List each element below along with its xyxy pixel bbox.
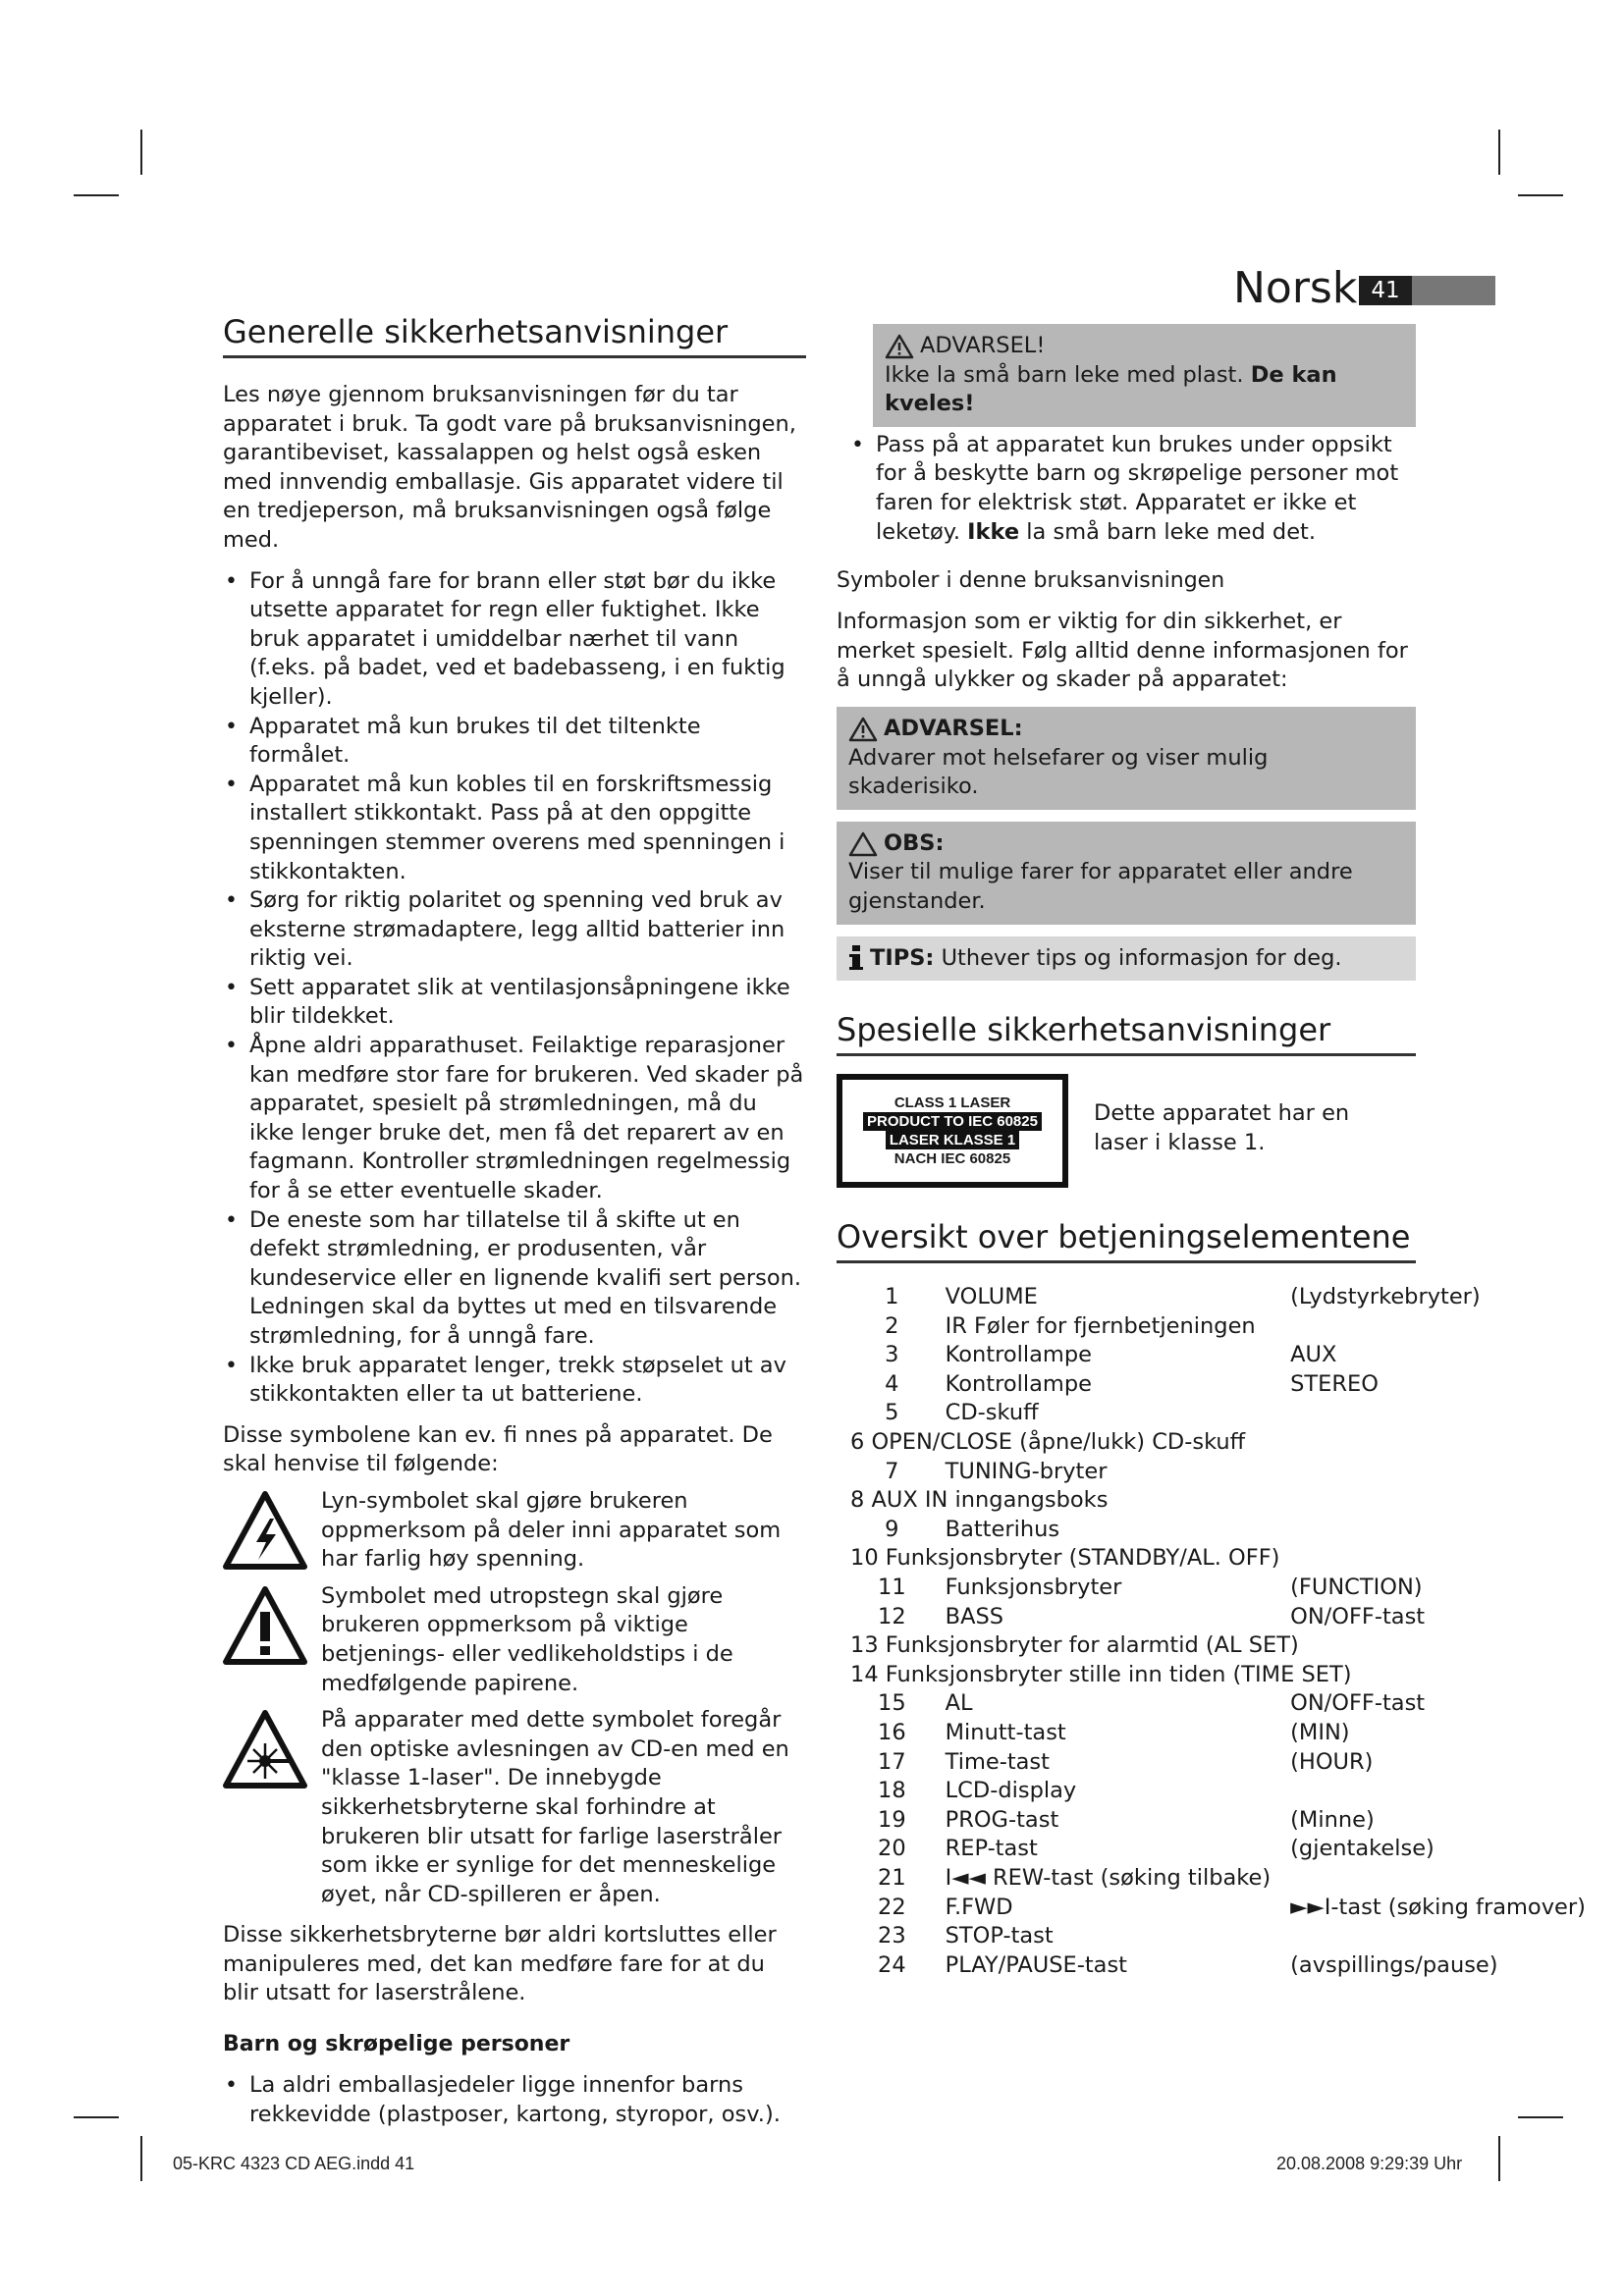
- lightning-warning-icon: [223, 1491, 307, 1570]
- table-row: [837, 1719, 1586, 1748]
- table-row: [837, 1486, 1586, 1516]
- page-number: 41: [1359, 276, 1412, 305]
- control-number: 21: [878, 1864, 906, 1891]
- control-number: 7: [885, 1458, 899, 1484]
- control-number: 22: [878, 1894, 906, 1920]
- control-name: Kontrollampe: [945, 1370, 1092, 1397]
- control-name: Kontrollampe: [945, 1342, 1092, 1368]
- right-column: [837, 324, 1586, 1980]
- control-desc: ON/OFF-tast: [1290, 1690, 1426, 1717]
- symbol-text: Lyn-symbolet skal gjøre brukeren oppmerksom på deler inni apparatet som har farlig høy spenning.: [321, 1487, 782, 1573]
- control-name: AL: [945, 1690, 973, 1717]
- symbol-text: Symbolet med utropstegn skal gjøre brukeren oppmerksom på viktige betjenings- eller vedlikeholdstips i de medfølgende papirene.: [321, 1582, 733, 1696]
- intro-paragraph: Les nøye gjennom bruksanvisningen før du tar apparatet i bruk. Ta godt vare på bruksanvisningen, garantibeviset, kassalappen og helst også esken med innvendig emballasje. Gis apparatet videre til en tredjeperson, må bruksanvisningen også følge med.: [223, 382, 796, 553]
- table-row: [837, 1748, 1586, 1778]
- symbol-row: [223, 1582, 806, 1698]
- footer-file-info: 05-KRC 4323 CD AEG.indd 41: [173, 2154, 415, 2173]
- general-safety-heading: Generelle sikkerhetsanvisninger: [223, 312, 806, 358]
- control-name: TUNING-bryter: [945, 1458, 1108, 1484]
- laser-class-label: [837, 1074, 1068, 1188]
- bullet-text: la små barn leke med det.: [1019, 518, 1317, 545]
- symbols-intro-right: Informasjon som er viktig for din sikkerhet, er merket spesielt. Følg alltid denne informasjonen for å unngå ulykker og skader på apparatet:: [837, 609, 1408, 693]
- control-name: VOLUME: [945, 1284, 1038, 1310]
- exclamation-warning-icon: [223, 1586, 307, 1665]
- list-item: • La aldri emballasjedeler ligge innenfor barns rekkevidde (plastposer, kartong, styropor, osv.).: [223, 2071, 806, 2129]
- control-name: REP-tast: [945, 1836, 1038, 1862]
- laser-note: Disse sikkerhetsbryterne bør aldri kortsluttes eller manipuleres med, det kan medføre fare for at du blir utsatt for laserstrålene.: [223, 1922, 777, 2006]
- table-row: [837, 1864, 1586, 1894]
- control-desc: (Lydstyrkebryter): [1290, 1284, 1481, 1310]
- control-number: 2: [885, 1312, 899, 1339]
- obs-box: [837, 822, 1416, 925]
- crop-mark: [74, 2116, 119, 2118]
- laser-text: Dette apparatet har en laser i klasse 1.: [1094, 1100, 1350, 1155]
- control-item: 8 AUX IN inngangsboks: [850, 1487, 1109, 1514]
- control-number: 15: [878, 1690, 906, 1717]
- table-row: [837, 1603, 1586, 1632]
- control-number: 5: [885, 1400, 899, 1426]
- control-number: 4: [885, 1370, 899, 1397]
- symbols-heading: Symboler i denne bruksanvisningen: [837, 568, 1225, 594]
- children-list: [223, 2071, 806, 2129]
- control-name: PLAY/PAUSE-tast: [945, 1951, 1127, 1978]
- control-desc: (MIN): [1290, 1720, 1350, 1745]
- table-row: [837, 1894, 1586, 1923]
- table-row: [837, 1399, 1586, 1428]
- control-number: 11: [878, 1575, 906, 1601]
- control-name: CD-skuff: [945, 1400, 1039, 1426]
- table-row: [837, 1689, 1586, 1719]
- supervision-list: [849, 431, 1416, 547]
- control-desc: [1271, 1516, 1586, 1545]
- list-item: [849, 431, 1416, 547]
- list-item: • Apparatet må kun brukes til det tiltenkte formålet.: [223, 713, 806, 771]
- controls-table: [837, 1283, 1586, 1980]
- control-desc: [1271, 1864, 1586, 1894]
- control-name: LCD-display: [945, 1778, 1077, 1804]
- control-number: 23: [878, 1923, 906, 1949]
- crop-mark: [140, 130, 142, 175]
- control-name: PROG-tast: [945, 1806, 1059, 1833]
- table-row: [837, 1574, 1586, 1603]
- warning-title: ADVARSEL!: [920, 333, 1046, 358]
- bullet-emphasis: Ikke: [967, 518, 1020, 545]
- list-item: • De eneste som har tillatelse til å skifte ut en defekt strømledning, er produsenten, vår kundeservice eller en lignende kvalifi sert person. Ledningen skal da byttes ut med en tilsvarende strømledning, for å unngå fare.: [223, 1206, 806, 1352]
- control-desc: STEREO: [1290, 1370, 1379, 1397]
- control-desc: ►►I-tast (søking framover): [1290, 1894, 1586, 1920]
- warning-emphasis: De kan kveles!: [885, 361, 1337, 417]
- control-name: Batterihus: [945, 1516, 1060, 1542]
- caution-triangle-icon: [848, 831, 878, 857]
- control-number: 17: [878, 1748, 906, 1775]
- language-label: Norsk: [1233, 263, 1358, 313]
- control-name: BASS: [945, 1603, 1004, 1629]
- control-desc: ON/OFF-tast: [1290, 1603, 1426, 1629]
- control-desc: AUX: [1290, 1342, 1337, 1368]
- list-item: • For å unngå fare for brann eller støt bør du ikke utsette apparatet for regn eller fuktighet. Ikke bruk apparatet i umiddelbar nærhet til vann (f.eks. på badet, ved et badebasseng, i en fuktig kjeller).: [223, 567, 806, 713]
- symbol-row: [223, 1487, 806, 1575]
- left-column: [223, 312, 806, 2129]
- control-number: 16: [878, 1720, 906, 1745]
- table-row: [837, 1661, 1586, 1690]
- crop-mark: [1518, 194, 1563, 196]
- crop-mark: [140, 2136, 142, 2181]
- control-name: STOP-tast: [945, 1923, 1054, 1949]
- control-item: 10 Funksjonsbryter (STANDBY/AL. OFF): [850, 1545, 1280, 1572]
- symbol-row: [223, 1706, 806, 1909]
- laser-label-line: PRODUCT TO IEC 60825: [863, 1112, 1042, 1131]
- list-item: • Ikke bruk apparatet lenger, trekk støpselet ut av stikkontakten eller ta ut batteriene.: [223, 1352, 806, 1410]
- control-number: 18: [878, 1778, 906, 1804]
- control-desc: [1271, 1458, 1586, 1487]
- control-number: 12: [878, 1603, 906, 1629]
- tips-title: TIPS:: [870, 944, 935, 971]
- list-item: • Apparatet må kun kobles til en forskriftsmessig installert stikkontakt. Pass på at den oppgitte spenningen stemmer overens med spenningen i stikkontakten.: [223, 771, 806, 886]
- crop-mark: [74, 194, 119, 196]
- advarsel-title: ADVARSEL:: [884, 715, 1023, 741]
- control-name: Time-tast: [945, 1748, 1050, 1775]
- control-desc: [1271, 1922, 1586, 1951]
- control-number: 1: [885, 1284, 899, 1310]
- tips-text: Uthever tips og informasjon for deg.: [934, 944, 1342, 971]
- page-tab-bar: [1412, 276, 1495, 305]
- advarsel-text: Advarer mot helsefarer og viser mulig skaderisiko.: [848, 744, 1269, 800]
- list-item: • Sett apparatet slik at ventilasjonsåpningene ikke blir tildekket.: [223, 974, 806, 1032]
- control-desc: (Minne): [1290, 1806, 1375, 1833]
- laser-label-line: LASER KLASSE 1: [886, 1131, 1019, 1149]
- table-row: [837, 1544, 1586, 1574]
- bullet-text: Pass på at apparatet kun brukes under oppsikt for å beskytte barn og skrøpelige personer mot faren for elektrisk støt. Apparatet er ikke et leketøy.: [876, 431, 1399, 545]
- table-row: [837, 1312, 1586, 1342]
- table-row: [837, 1951, 1586, 1981]
- control-number: 24: [878, 1951, 906, 1978]
- control-name: IR Føler for fjernbetjeningen: [945, 1312, 1256, 1339]
- table-row: [837, 1341, 1586, 1370]
- children-heading: Barn og skrøpelige personer: [223, 2032, 570, 2057]
- control-item: 14 Funksjonsbryter stille inn tiden (TIME SET): [850, 1661, 1352, 1687]
- control-desc: (gjentakelse): [1290, 1836, 1435, 1862]
- warning-triangle-icon: [848, 717, 878, 742]
- control-desc: [1271, 1399, 1586, 1428]
- warning-text: Ikke la små barn leke med plast.: [885, 361, 1251, 388]
- crop-mark: [1498, 2136, 1500, 2181]
- list-item: • Sørg for riktig polaritet og spenning ved bruk av eksterne strømadaptere, legg alltid batterier inn riktig vei.: [223, 886, 806, 974]
- control-name: I◄◄ REW-tast (søking tilbake): [945, 1864, 1272, 1891]
- table-row: [837, 1777, 1586, 1806]
- list-item: • Åpne aldri apparathuset. Feilaktige reparasjoner kan medføre stor fare for brukeren. Ved skader på apparatet, spesielt på strømledningen, må du ikke lenger bruke det, men få det reparert av en fagmann. Kontroller strømledningen regelmessig for å se etter eventuelle skader.: [223, 1032, 806, 1206]
- laser-warning-icon: [223, 1710, 307, 1789]
- overview-heading: Oversikt over betjeningselementene: [837, 1217, 1416, 1263]
- warning-triangle-icon: [885, 334, 914, 359]
- crop-mark: [1498, 130, 1500, 175]
- control-number: 9: [885, 1516, 899, 1542]
- table-row: [837, 1458, 1586, 1487]
- symbol-text: På apparater med dette symbolet foregår den optiske avlesningen av CD-en med en "klasse 1-laser". De innebygde sikkerhetsbryterne skal forhindre at brukeren blir utsatt for farlige laserstråler som ikke er synlige for det menneskelige øyet, når CD-spilleren er åpen.: [321, 1707, 789, 1907]
- symbols-intro: Disse symbolene kan ev. fi nnes på apparatet. De skal henvise til følgende:: [223, 1421, 773, 1477]
- control-number: 20: [878, 1836, 906, 1862]
- laser-label-line: NACH IEC 60825: [893, 1150, 1011, 1168]
- control-number: 3: [885, 1342, 899, 1368]
- table-row: [837, 1516, 1586, 1545]
- control-item: 13 Funksjonsbryter for alarmtid (AL SET): [850, 1632, 1299, 1659]
- table-row: [837, 1283, 1586, 1312]
- tips-box: [837, 936, 1416, 982]
- control-name: Minutt-tast: [945, 1720, 1066, 1745]
- control-name: Funksjonsbryter: [945, 1575, 1122, 1601]
- special-safety-heading: Spesielle sikkerhetsanvisninger: [837, 1010, 1416, 1056]
- obs-title: OBS:: [884, 829, 945, 856]
- control-desc: (FUNCTION): [1290, 1575, 1423, 1601]
- footer-timestamp: 20.08.2008 9:29:39 Uhr: [1276, 2154, 1463, 2173]
- table-row: [837, 1370, 1586, 1400]
- control-item: 6 OPEN/CLOSE (åpne/lukk) CD-skuff: [850, 1429, 1246, 1456]
- advarsel-box: [837, 707, 1416, 810]
- control-desc: [1271, 1777, 1586, 1806]
- warning-box: [873, 324, 1416, 427]
- table-row: [837, 1835, 1586, 1864]
- control-name: F.FWD: [945, 1894, 1013, 1920]
- obs-text: Viser til mulige farer for apparatet eller andre gjenstander.: [848, 859, 1353, 914]
- table-row: [837, 1806, 1586, 1836]
- info-icon: [848, 944, 864, 972]
- control-desc: (avspillings/pause): [1290, 1951, 1498, 1978]
- safety-bullet-list: [223, 567, 806, 1410]
- control-number: 19: [878, 1806, 906, 1833]
- table-row: [837, 1922, 1586, 1951]
- crop-mark: [1518, 2116, 1563, 2118]
- control-desc: [1271, 1312, 1586, 1342]
- table-row: [837, 1631, 1586, 1661]
- laser-section: [837, 1074, 1416, 1188]
- laser-label-line: CLASS 1 LASER: [893, 1095, 1011, 1112]
- table-row: [837, 1428, 1586, 1458]
- control-desc: (HOUR): [1290, 1748, 1374, 1775]
